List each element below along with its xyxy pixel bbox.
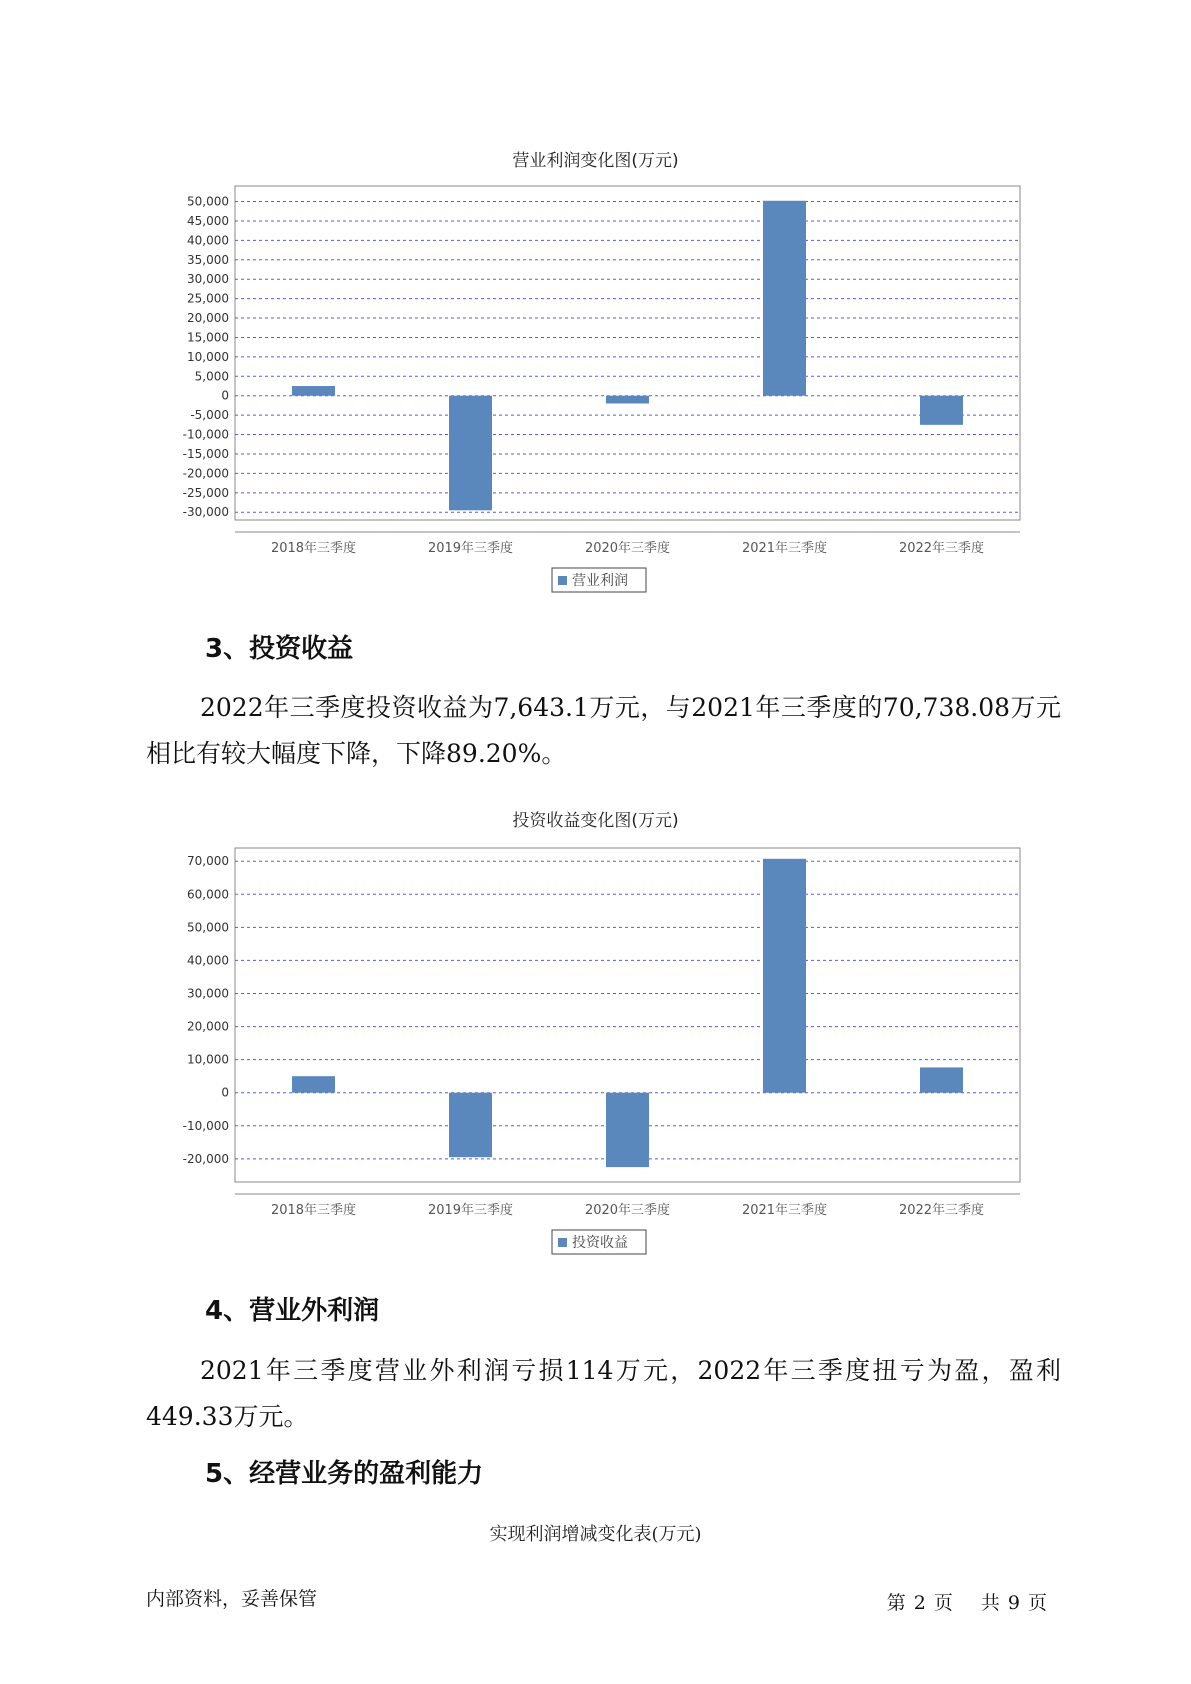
bar-4 — [920, 396, 963, 425]
bar-3 — [763, 859, 806, 1093]
bar-3 — [763, 201, 806, 396]
paragraph-non-operating-profit — [146, 1348, 1061, 1440]
y-tick-label: -15,000 — [182, 446, 229, 461]
y-tick-label: 35,000 — [187, 252, 229, 267]
investment-income-chart — [0, 842, 1191, 1262]
y-tick-label: -30,000 — [182, 505, 229, 520]
paragraph-non-operating-profit-text: 2021年三季度营业外利润亏损114万元，2022年三季度扭亏为盈，盈利449.33万元。 — [146, 1356, 1061, 1431]
y-tick-label: 20,000 — [187, 1019, 229, 1034]
legend-swatch — [558, 1238, 567, 1247]
footer-confidential-note: 内部资料，妥善保管 — [146, 1588, 318, 1610]
footer-page-mid: 页 — [933, 1592, 953, 1614]
y-tick-label: 30,000 — [187, 986, 229, 1001]
y-tick-label: 40,000 — [187, 233, 229, 248]
x-tick-label: 2020年三季度 — [584, 1203, 671, 1218]
y-tick-label: 5,000 — [194, 369, 229, 384]
y-tick-label: 0 — [221, 1085, 229, 1100]
operating-profit-chart — [0, 180, 1191, 600]
plot-frame — [235, 186, 1020, 520]
legend-swatch — [558, 576, 567, 585]
footer-page-indicator — [883, 1588, 1051, 1615]
legend-label: 营业利润 — [572, 573, 628, 589]
legend-label: 投资收益 — [572, 1235, 628, 1251]
y-tick-label: 45,000 — [187, 213, 229, 228]
footer-total-prefix: 共 — [980, 1592, 1000, 1614]
x-tick-label: 2020年三季度 — [584, 541, 671, 556]
x-tick-label: 2018年三季度 — [270, 541, 357, 556]
bar-1 — [449, 1093, 492, 1157]
y-tick-label: 40,000 — [187, 953, 229, 968]
x-tick-label: 2018年三季度 — [270, 1203, 357, 1218]
bar-0 — [292, 386, 335, 396]
paragraph-investment-income — [146, 685, 1061, 777]
bar-0 — [292, 1076, 335, 1093]
bar-1 — [449, 396, 492, 511]
bar-2 — [606, 1093, 649, 1167]
y-tick-label: 30,000 — [187, 272, 229, 287]
y-tick-label: -20,000 — [182, 466, 229, 481]
y-tick-label: -5,000 — [190, 408, 229, 423]
y-tick-label: -10,000 — [182, 427, 229, 442]
x-tick-label: 2021年三季度 — [741, 1203, 828, 1218]
y-tick-label: 20,000 — [187, 311, 229, 326]
legend — [552, 1230, 646, 1254]
x-tick-label: 2019年三季度 — [427, 1203, 514, 1218]
legend — [552, 568, 646, 592]
y-tick-label: 15,000 — [187, 330, 229, 345]
footer-page-number: 2 — [913, 1592, 926, 1614]
y-tick-label: 10,000 — [187, 349, 229, 364]
y-tick-label: 10,000 — [187, 1052, 229, 1067]
y-tick-label: 60,000 — [187, 887, 229, 902]
x-tick-label: 2022年三季度 — [898, 1203, 985, 1218]
y-tick-label: -25,000 — [182, 485, 229, 500]
bar-4 — [920, 1067, 963, 1092]
x-tick-label: 2022年三季度 — [898, 541, 985, 556]
y-tick-label: 0 — [221, 388, 229, 403]
y-tick-label: -20,000 — [182, 1151, 229, 1166]
section-heading-non-operating-profit: 4、营业外利润 — [205, 1296, 380, 1326]
y-tick-label: -10,000 — [182, 1118, 229, 1133]
chart-title-investment-income: 投资收益变化图(万元) — [512, 811, 679, 831]
footer-total-pages: 9 — [1007, 1592, 1020, 1614]
y-tick-label: 50,000 — [187, 194, 229, 209]
bar-2 — [606, 396, 649, 404]
x-tick-label: 2019年三季度 — [427, 541, 514, 556]
y-tick-label: 70,000 — [187, 854, 229, 869]
chart-title-operating-profit: 营业利润变化图(万元) — [512, 151, 679, 171]
x-tick-label: 2021年三季度 — [741, 541, 828, 556]
y-tick-label: 50,000 — [187, 920, 229, 935]
section-heading-investment-income: 3、投资收益 — [205, 634, 354, 664]
paragraph-investment-income-text: 2022年三季度投资收益为7,643.1万元，与2021年三季度的70,738.08万元相比有较大幅度下降，下降89.20%。 — [146, 693, 1061, 768]
footer-total-suffix: 页 — [1027, 1592, 1047, 1614]
footer-page-prefix: 第 — [886, 1592, 906, 1614]
section-heading-operating-profitability: 5、经营业务的盈利能力 — [205, 1459, 484, 1489]
y-tick-label: 25,000 — [187, 291, 229, 306]
table-title: 实现利润增减变化表(万元) — [489, 1524, 702, 1545]
